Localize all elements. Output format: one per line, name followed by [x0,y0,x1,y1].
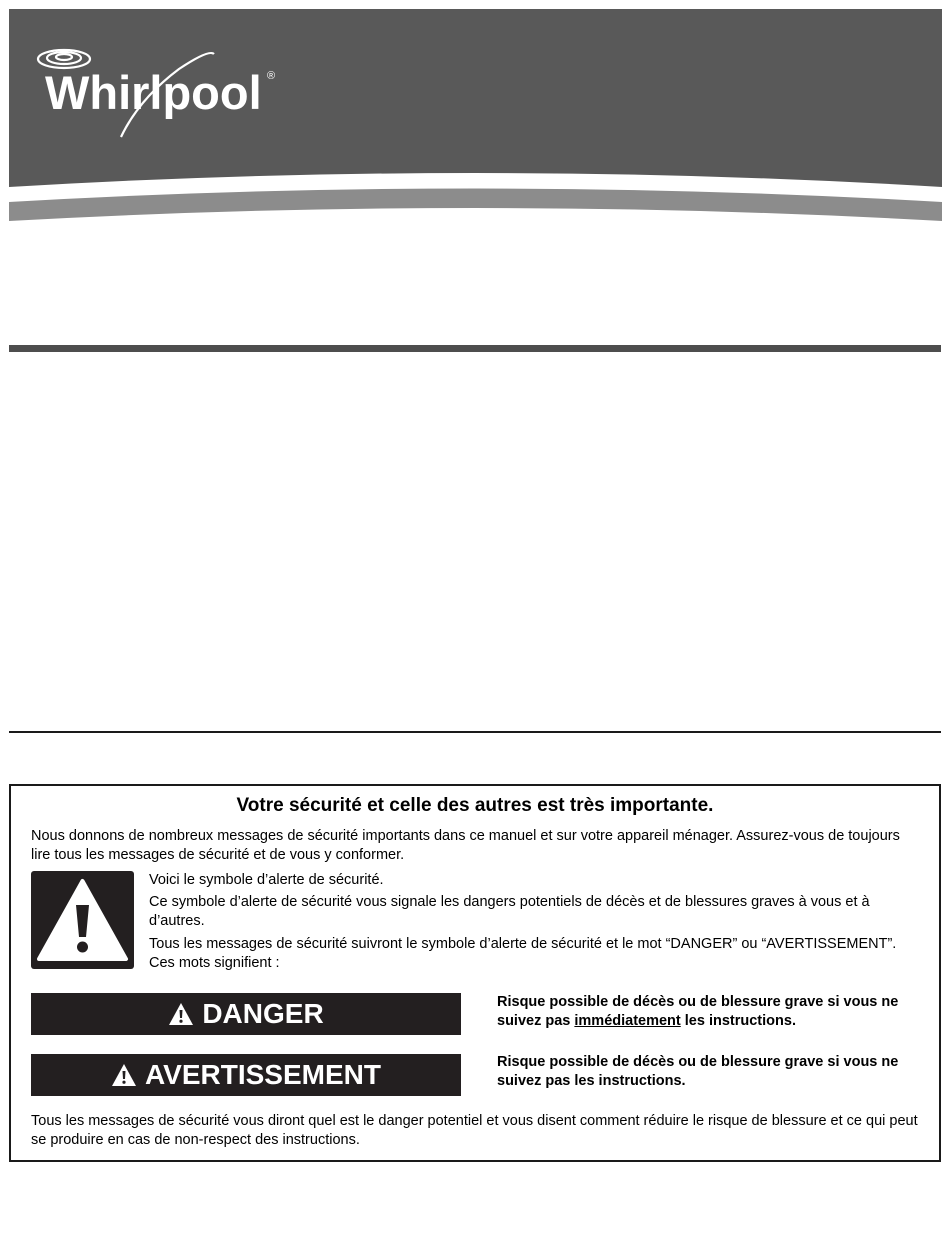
logo-wordmark: Whirlpool [45,66,262,119]
section-divider-thin [9,731,941,733]
symbol-line-3: Tous les messages de sécurité suivront le symbole d’alerte de sécurité et le mot “DANGER” ou “AVERTISSEMENT”. Ces mots signifient : [149,936,897,971]
warning-triangle-icon [111,1063,137,1087]
symbol-line-2: Ce symbole d’alerte de sécurité vous signale les dangers potentiels de décès et de blessures graves à vous et à d’autres. [149,894,870,929]
safety-notice-box [9,784,941,1162]
registered-mark: ® [267,70,276,82]
safety-intro: Nous donnons de nombreux messages de sécurité importants dans ce manuel et sur votre appareil ménager. Assurez-vous de toujours lire tous les messages de sécurité et de vous y conformer. [31,828,900,863]
danger-desc-emphasis: immédiatement [574,1013,681,1029]
symbol-line-1: Voici le symbole d’alerte de sécurité. [149,872,384,888]
danger-label [31,993,461,1035]
danger-label-text: DANGER [202,998,324,1029]
brand-header [9,9,942,221]
warning-description: Risque possible de décès ou de blessure grave si vous ne suivez pas les instructions. [497,1054,899,1089]
header-banner [9,9,942,221]
danger-description [497,993,937,1031]
danger-desc-part1: Risque possible de décès ou de blessure grave si vous ne suivez pas [497,994,899,1029]
warning-triangle-icon [168,1002,194,1026]
section-divider-thick [9,345,941,352]
alert-symbol-explanation [149,871,909,977]
safety-outro: Tous les messages de sécurité vous diront quel est le danger potentiel et vous disent comment réduire le risque de blessure et ce qui peut se produire en cas de non-respect des instructions. [31,1113,918,1148]
safety-title: Votre sécurité et celle des autres est très importante. [236,795,714,816]
safety-alert-icon [31,871,134,969]
warning-label [31,1054,461,1096]
danger-desc-part2: les instructions. [680,1013,796,1029]
warning-label-text: AVERTISSEMENT [145,1059,381,1090]
